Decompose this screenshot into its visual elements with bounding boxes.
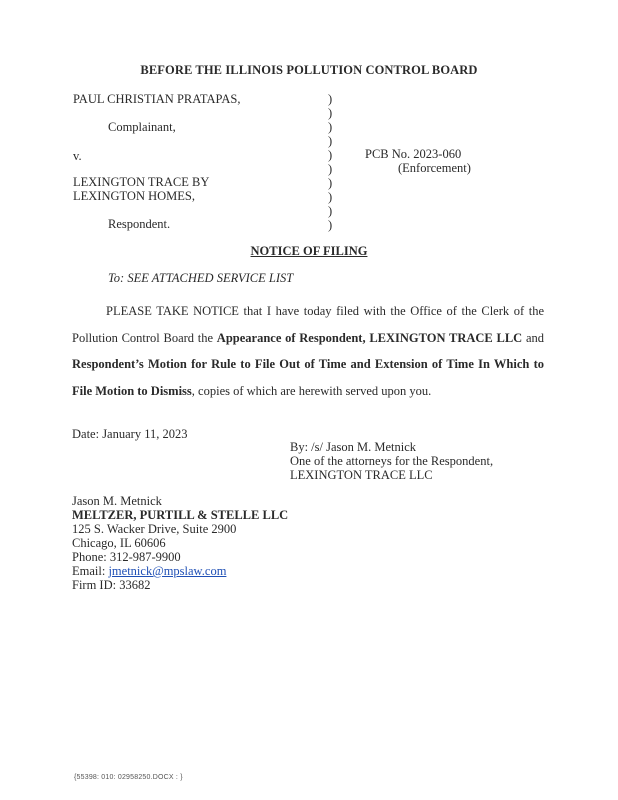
firm-address-line2: Chicago, IL 60606: [72, 536, 166, 550]
body-outro: , copies of which are herewith served upon you.: [191, 383, 432, 398]
caption-paren: ): [328, 148, 333, 162]
body-doc1: Appearance of Respondent, LEXINGTON TRACE LLC: [216, 330, 523, 345]
signature-role-line: One of the attorneys for the Respondent,: [290, 454, 494, 468]
firm-email-line: [72, 564, 226, 578]
versus-label: v.: [73, 149, 82, 163]
document-footer-code: {55398: 010: 02958250.DOCX : }: [74, 774, 183, 781]
email-label: Email:: [72, 564, 109, 578]
signature-party-line: LEXINGTON TRACE LLC: [290, 468, 433, 482]
to-line: To: SEE ATTACHED SERVICE LIST: [108, 271, 294, 285]
case-number: PCB No. 2023-060: [365, 147, 462, 161]
case-type: (Enforcement): [398, 161, 471, 175]
respondent-name-line1: LEXINGTON TRACE BY: [73, 175, 210, 189]
firm-address-line1: 125 S. Wacker Drive, Suite 2900: [72, 522, 237, 536]
law-firm-name: MELTZER, PURTILL & STELLE LLC: [72, 508, 289, 522]
caption-paren: ): [328, 190, 333, 204]
respondent-name-line2: LEXINGTON HOMES,: [73, 189, 195, 203]
notice-body: [72, 298, 544, 404]
notice-heading: NOTICE OF FILING: [250, 244, 368, 258]
caption-paren: ): [328, 106, 333, 120]
attorney-name: Jason M. Metnick: [72, 494, 162, 508]
caption-paren: ): [328, 92, 333, 106]
respondent-role: Respondent.: [108, 217, 171, 231]
caption-paren: ): [328, 120, 333, 134]
firm-phone: Phone: 312-987-9900: [72, 550, 181, 564]
body-doc2: Respondent’s Motion for Rule to File Out of Time and Extension of Time In Which to File Motion to Dismiss: [72, 357, 544, 398]
board-title: BEFORE THE ILLINOIS POLLUTION CONTROL BOARD: [140, 63, 478, 77]
body-conj: and: [522, 330, 544, 345]
date-line: Date: January 11, 2023: [72, 427, 188, 441]
caption-paren: ): [328, 176, 333, 190]
email-link[interactable]: jmetnick@mpslaw.com: [108, 564, 227, 578]
complainant-name: PAUL CHRISTIAN PRATAPAS,: [73, 92, 241, 106]
body-intro: PLEASE TAKE NOTICE that I have today filed with the Office of the Clerk of the Pollution Control Board the: [72, 304, 544, 345]
complainant-role: Complainant,: [108, 120, 176, 134]
firm-id: Firm ID: 33682: [72, 578, 151, 592]
caption-paren: ): [328, 162, 333, 176]
caption-paren: ): [328, 218, 333, 232]
caption-paren: ): [328, 134, 333, 148]
caption-paren: ): [328, 204, 333, 218]
signature-by-line: By: /s/ Jason M. Metnick: [290, 440, 417, 454]
